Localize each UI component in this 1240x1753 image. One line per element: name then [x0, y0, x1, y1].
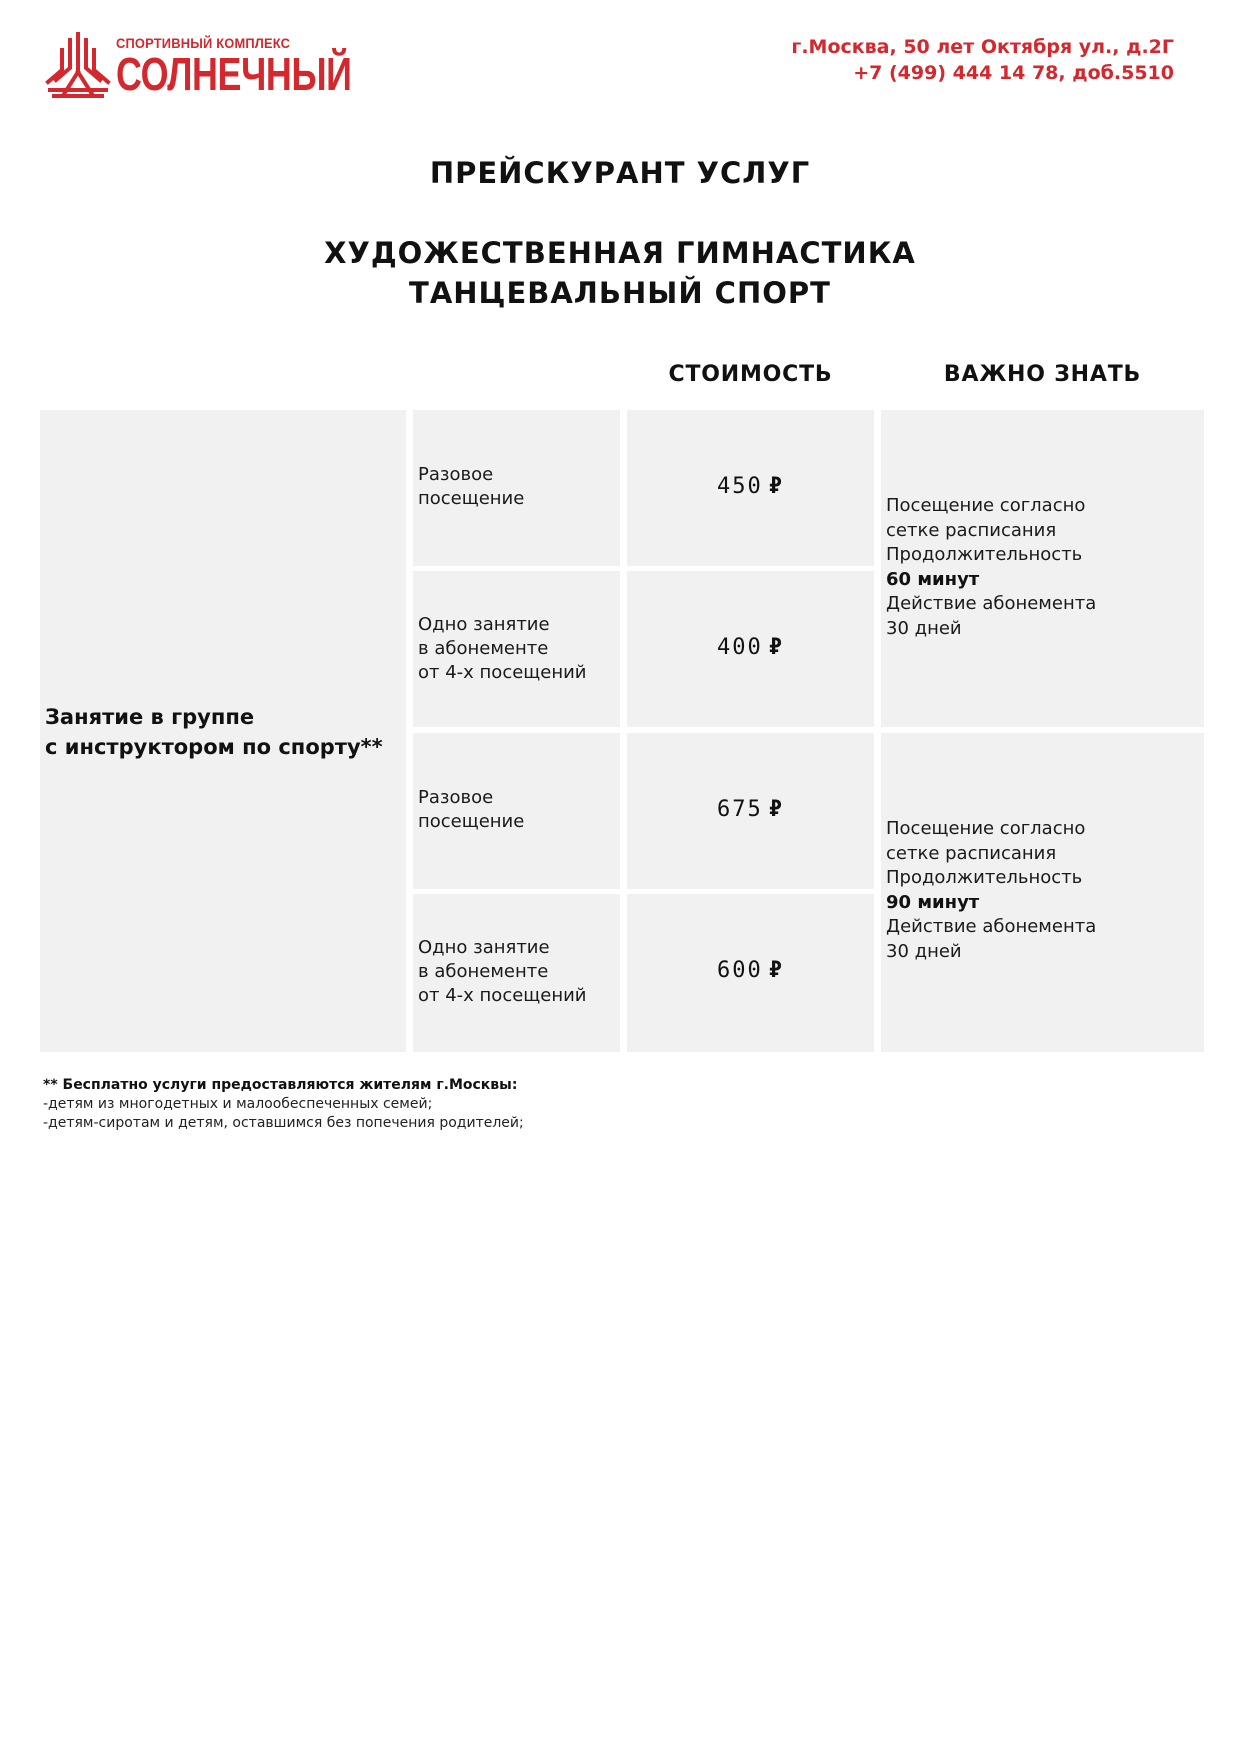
info-line: Действие абонемента: [886, 916, 1097, 937]
price-value: [627, 958, 874, 983]
option-line: от 4-х посещений: [418, 985, 587, 1006]
option-line: от 4-х посещений: [418, 662, 587, 683]
price-cell: [627, 410, 874, 566]
info-line: Продолжительность: [886, 544, 1083, 565]
option-text: [418, 463, 524, 511]
price-cell: [627, 894, 874, 1052]
info-text: [886, 494, 1096, 641]
footnote-item: -детям из многодетных и малообеспеченных семей;: [43, 1096, 433, 1112]
price-value: [627, 474, 874, 499]
price-amount: 600: [717, 958, 763, 983]
info-line: 30 дней: [886, 940, 962, 962]
price-amount: 450: [717, 474, 763, 499]
option-cell: [413, 733, 620, 889]
info-line: Посещение согласно: [886, 495, 1086, 516]
address: г.Москва, 50 лет Октября ул., д.2Г: [791, 36, 1174, 58]
category-line-1: Занятие в группе: [45, 705, 255, 729]
logo-subtitle: СПОРТИВНЫЙ КОМПЛЕКС: [116, 35, 291, 51]
category-line-2: с инструктором по спорту**: [45, 735, 383, 759]
ruble-sign: ₽: [768, 958, 784, 983]
info-cell: [881, 733, 1204, 1052]
page-subtitle: [0, 233, 1240, 313]
price-value: [627, 797, 874, 822]
option-cell: [413, 894, 620, 1052]
option-line: Разовое: [418, 787, 494, 808]
ruble-sign: ₽: [768, 474, 784, 499]
option-line: Одно занятие: [418, 937, 550, 958]
page-title: ПРЕЙСКУРАНТ УСЛУГ: [429, 156, 811, 190]
option-line: в абонементе: [418, 638, 549, 659]
info-text: [886, 817, 1096, 964]
option-line: в абонементе: [418, 961, 549, 982]
subtitle-line-2: ТАНЦЕВАЛЬНЫЙ СПОРТ: [409, 276, 831, 310]
category-cell: [40, 410, 406, 1052]
option-text: [418, 936, 587, 1008]
category-label: [45, 702, 383, 762]
info-line: сетке расписания: [886, 519, 1057, 541]
info-line: Действие абонемента: [886, 593, 1097, 614]
info-line: сетке расписания: [886, 842, 1057, 864]
column-header-info: ВАЖНО ЗНАТЬ: [943, 362, 1142, 387]
option-text: [418, 786, 524, 834]
contacts: [791, 34, 1174, 86]
option-line: посещение: [418, 488, 525, 509]
duration-value: 60 минут: [886, 568, 980, 590]
option-line: Одно занятие: [418, 614, 550, 635]
phone: +7 (499) 444 14 78, доб.5510: [853, 62, 1174, 84]
option-cell: [413, 571, 620, 727]
info-line: 30 дней: [886, 617, 962, 639]
duration-value: 90 минут: [886, 891, 980, 913]
price-cell: [627, 571, 874, 727]
column-header-price: СТОИМОСТЬ: [668, 362, 833, 387]
option-cell: [413, 410, 620, 566]
option-text: [418, 613, 587, 685]
price-value: [627, 635, 874, 660]
info-line: Посещение согласно: [886, 818, 1086, 839]
footnote: [43, 1076, 524, 1133]
price-amount: 400: [717, 635, 763, 660]
info-cell: [881, 410, 1204, 727]
ruble-sign: ₽: [768, 797, 784, 822]
logo-brand: СОЛНЕЧНЫЙ: [116, 48, 352, 100]
subtitle-line-1: ХУДОЖЕСТВЕННАЯ ГИМНАСТИКА: [324, 236, 916, 270]
ruble-sign: ₽: [768, 635, 784, 660]
price-cell: [627, 733, 874, 889]
footnote-item: -детям-сиротам и детям, оставшимся без попечения родителей;: [43, 1115, 524, 1131]
logo: [44, 32, 352, 100]
info-line: Продолжительность: [886, 867, 1083, 888]
price-amount: 675: [717, 797, 763, 822]
solnechny-emblem-icon: [44, 32, 112, 98]
option-line: посещение: [418, 811, 525, 832]
footnote-heading: ** Бесплатно услуги предоставляются жителям г.Москвы:: [43, 1077, 518, 1093]
option-line: Разовое: [418, 464, 494, 485]
